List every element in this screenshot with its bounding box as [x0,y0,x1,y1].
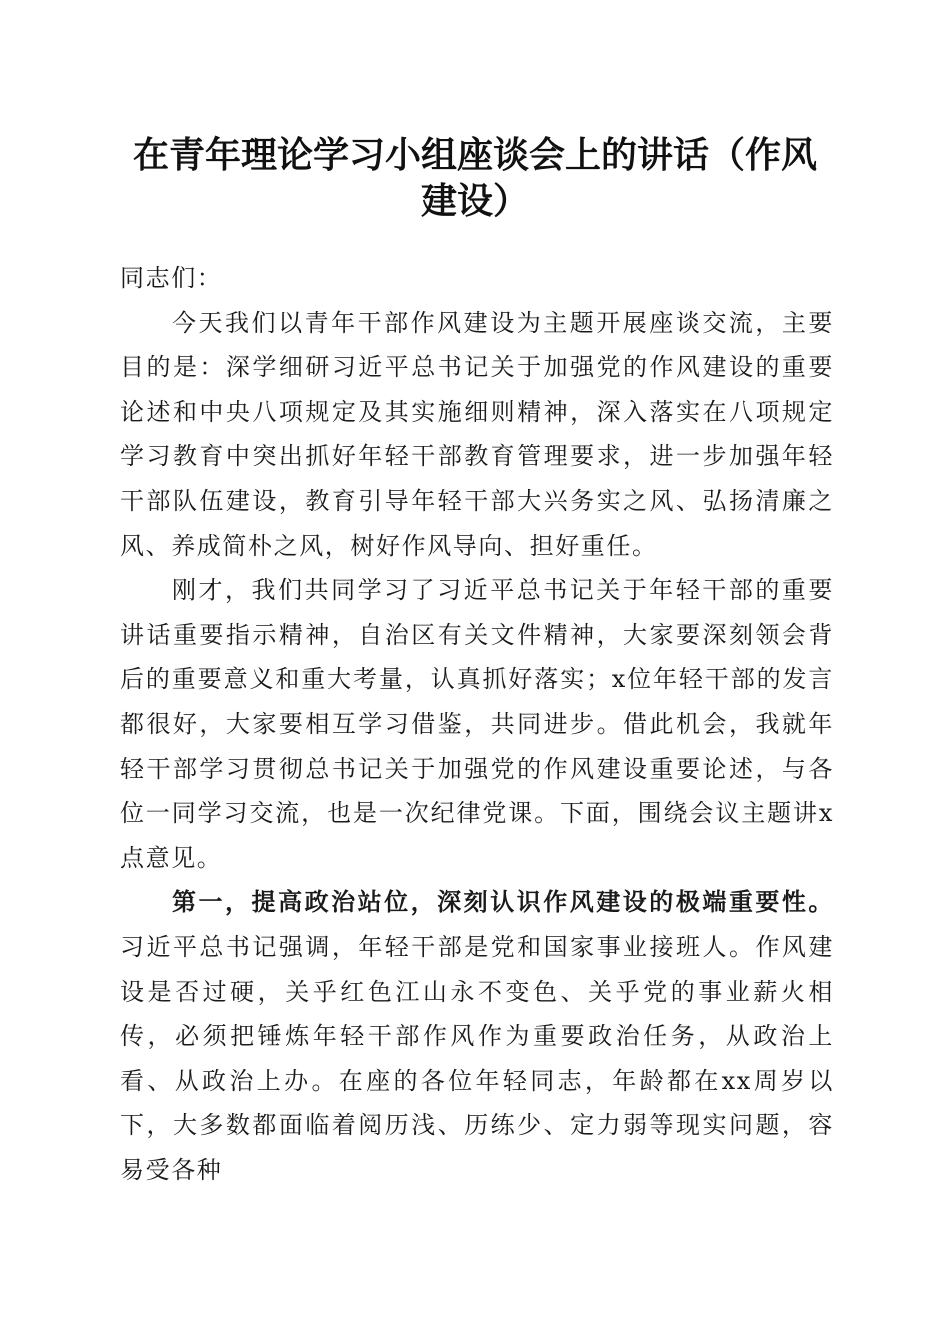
paragraph-purpose: 今天我们以青年干部作风建设为主题开展座谈交流，主要目的是：深学细研习近平总书记关于加强党的作风建设的重要论述和中央八项规定及其实施细则精神，深入落实在八项规定学习教育中突出抓好年轻干部教育管理要求，进一步加强年轻干部队伍建设，教育引导年轻干部大兴务实之风、弘扬清廉之风、养成简朴之风，树好作风导向、担好重任。 [120,308,834,560]
paragraph-section-1 [120,880,834,1192]
section-1-heading: 第一，提高政治站位，深刻认识作风建设的极端重要性。 [172,887,834,917]
document-body [120,256,834,1192]
section-1-text: 习近平总书记强调，年轻干部是党和国家事业接班人。作风建设是否过硬，关乎红色江山永不变色、关乎党的事业薪火相传，必须把锤炼年轻干部作风作为重要政治任务，从政治上看、从政治上办。在座的各位年轻同志，年龄都在xx周岁以下，大多数都面临着阅历浅、历练少、定力弱等现实问题，容易受各种 [120,932,834,1184]
salutation: 同志们： [120,264,223,292]
paragraph-review: 刚才，我们共同学习了习近平总书记关于年轻干部的重要讲话重要指示精神，自治区有关文件精神，大家要深刻领会背后的重要意义和重大考量，认真抓好落实；x位年轻干部的发言都很好，大家要相互学习借鉴，共同进步。借此机会，我就年轻干部学习贯彻总书记关于加强党的作风建设重要论述，与各位一同学习交流，也是一次纪律党课。下面，围绕会议主题讲x点意见。 [120,576,834,872]
document-title: 在青年理论学习小组座谈会上的讲话（作风建设） [132,134,817,222]
